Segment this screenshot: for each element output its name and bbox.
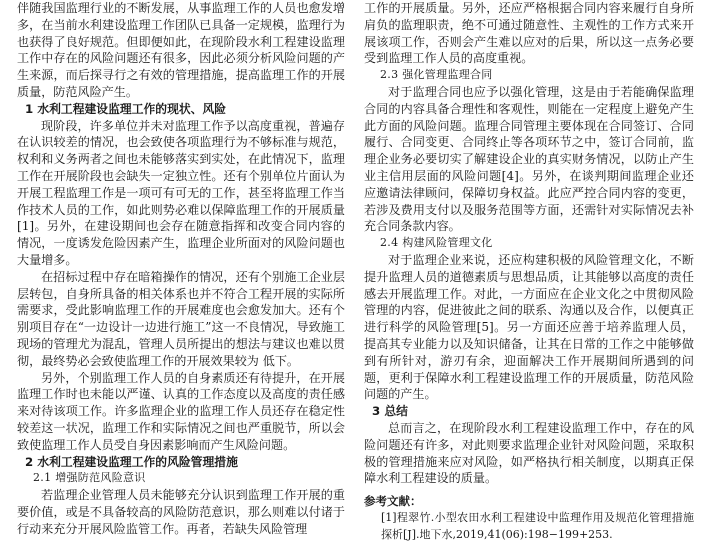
section-heading: 2 水利工程建设监理工作的风险管理措施 [25, 454, 238, 469]
paragraph: 另外，个别监理工作人员的自身素质还有待提升，在开展监理工作时也未能以严谨、认真的工作态度以及高度的责任感来对待该项工作。许多监理企业的监理工作人员还存在稳定性较差这一状况，监理工作和实际情况之间也严重脱节，所以会致使监理工作人员受自身因素影响而产生风险问题。 [17, 370, 345, 452]
left-column [17, 0, 345, 538]
right-column [364, 0, 694, 544]
right-column-body [364, 0, 694, 487]
paragraph: 对于监理企业来说，还应构建积极的风险管理文化，不断提升监理人员的道德素质与思想品质，让其能够以高度的责任感去开展监理工作。对此，一方面应在企业文化之中贯彻风险管理的内容，促进彼此之间的联系、沟通以及合作，以便真正进行科学的风险管理[5]。另一方面还应善于培养监理人员，提高其专业能力以及知识储备，让其在日常的工作之中能够做到有所针对，游刃有余，迎面解决工作开展期间所遇到的问题，更利于保障水利工程建设监理工作的开展质量，防范风险问题的产生。 [364, 252, 694, 402]
section-heading: 1 水利工程建设监理工作的现状、风险 [25, 101, 227, 116]
paragraph: 总而言之，在现阶段水利工程建设监理工作中，存在的风险问题还有许多，对此则要求监理企业针对风险问题，采取积极的管理措施来应对风险，如严格执行相关制度，以期真正保障水利工程建设的质量。 [364, 420, 694, 486]
subsection-heading: 2.4 构建风险管理文化 [380, 236, 493, 250]
subsection-heading: 2.1 增强防范风险意识 [33, 471, 146, 485]
section-heading: 3 总结 [372, 404, 408, 419]
subsection-heading: 2.3 强化管理监理合同 [380, 68, 493, 82]
reference-item: [1]程翠竹.小型农田水利工程建设中监理作用及规范化管理措施探析[J].地下水,2019,41(06):198−199+253. [381, 510, 694, 541]
paragraph: 若监理企业管理人员未能够充分认识到监理工作开展的重要价值，或是不具备较高的风险防范意识，那么则难以付诸于行动来充分开展风险监管工作。再者，若缺失风险管理 [17, 488, 345, 536]
paragraph: 对于监理合同也应予以强化管理，这是由于若能确保监理合同的内容具备合理性和客观性，则能在一定程度上避免产生此方面的风险问题。监理合同管理主要体现在合同签订、合同履行、合同变更、合同终止等各项环节之中，签订合同前，监理企业务必要切实了解建设企业的真实财务情况，以防止产生业主信用层面的风险问题[4]。另外，在谈判期间监理企业还应邀请法律顾问，保障切身权益。此应严控合同内容的变更，若涉及费用支付以及服务范围等方面，还需针对实际情况去补充合同条款内容。 [364, 84, 694, 234]
paragraph: 在招标过程中存在暗箱操作的情况，还有个别施工企业层层转包，自身所具备的相关体系也并不符合工程开展的实际所需要求，受此影响监理工作的开展难度也会愈发加大。还有个别项目存在“一边设计一边进行施工”这一不良情况，导致施工现场的管理尤为混乱，管理人员所提出的想法与建议也难以贯彻，最终势必会致使监理工作的开展效果较为 低下。 [17, 269, 345, 368]
reference-list [364, 510, 694, 544]
paragraph: 工作的开展质量。另外，还应严格根据合同内容来履行自身所肩负的监理职责，绝不可通过随意性、主观性的工作方式来开展该项工作，否则会产生难以应对的后果，所以这一点务必要受到监理工作人员的高度重视。 [364, 1, 694, 66]
paragraph: 现阶段，许多单位并未对监理工作予以高度重视，普遍存在认识较差的情况，也会致使各项监理行为不够标准与规范，权利和义务两者之间也未能够落实到实处，在此情况下，监理工作在开展阶段也会缺失一定独立性。还有个别单位片面认为开展工程监理工作是一项可有可无的工作，甚至将监理工作当作技术人员的工作，如此则势必难以保障监理工作的开展质量[1]。另外，在建设期间也会存在随意指挥和改变合同内容的情况，一度诱发危险因素产生，监理企业所面对的风险问题也大量增多。 [17, 118, 345, 267]
paragraph: 伴随我国监理行业的不断发展，从事监理工作的人员也愈发增多，在当前水利建设监理工作团队已具备一定规模，监理行为也获得了良好规范。但即便如此，在现阶段水利工程建设监理工作中存在的风险问题还有很多，因此必须分析风险问题的产生来源，而后探寻行之有效的管理措施，提高监理工作的开展质量，防范风险产生。 [17, 1, 345, 99]
references-title: 参考文献： [364, 494, 422, 509]
